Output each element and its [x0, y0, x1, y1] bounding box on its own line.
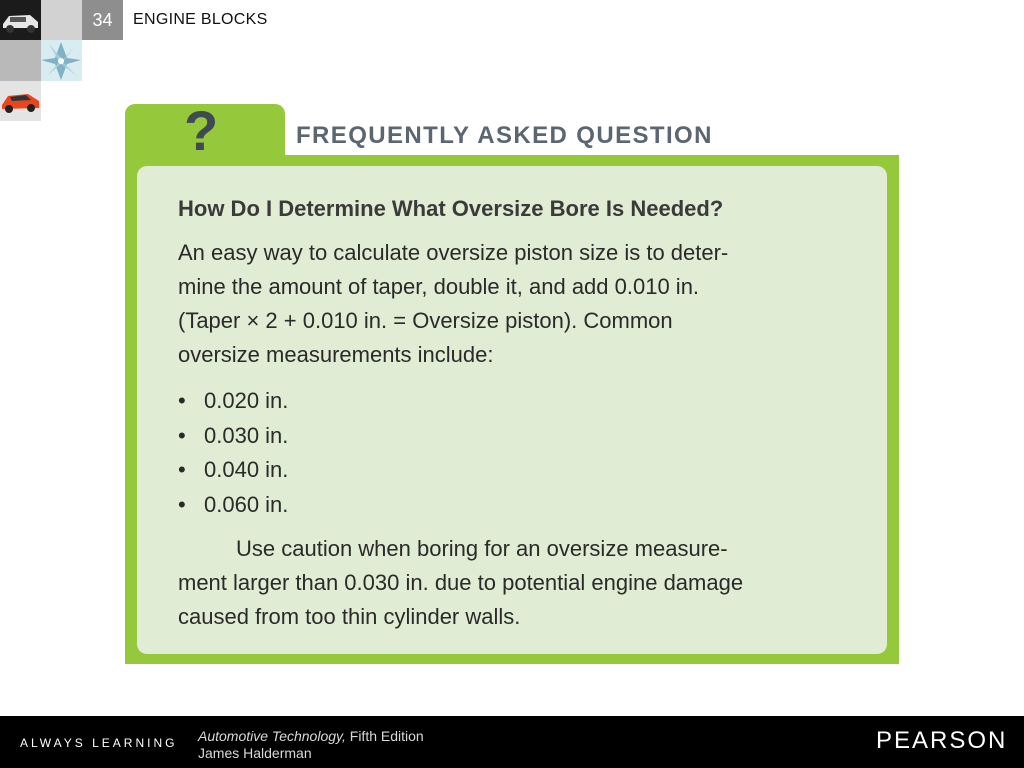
publisher-logo: PEARSON: [876, 727, 1008, 754]
book-author: James Halderman: [198, 745, 312, 761]
book-credit: [198, 728, 424, 762]
list-item: [178, 419, 868, 454]
crystal-thumbnail-icon: [41, 40, 82, 81]
list-item-text: 0.030 in.: [204, 422, 289, 448]
closing-line: Use caution when boring for an oversize measure-: [236, 536, 728, 561]
intro-line: oversize measurements include:: [178, 342, 494, 367]
bullet-icon: •: [178, 491, 186, 517]
list-item-text: 0.020 in.: [204, 388, 289, 413]
question-mark-icon: ?: [184, 99, 219, 162]
tagline: ALWAYS LEARNING: [20, 736, 178, 750]
closing-paragraph: [178, 532, 868, 634]
faq-content: [178, 196, 868, 634]
faq-question: How Do I Determine What Oversize Bore Is Needed?: [178, 196, 724, 221]
list-item: [178, 453, 868, 488]
footer-bar: [0, 716, 1024, 768]
intro-line: (Taper × 2 + 0.010 in. = Oversize piston). Common: [178, 308, 673, 333]
gray-tile-2: [0, 40, 41, 81]
bullet-icon: •: [178, 388, 186, 413]
intro-line: An easy way to calculate oversize piston size is to deter-: [178, 240, 729, 265]
sports-car-thumbnail-icon: [0, 81, 41, 121]
list-item: [178, 488, 868, 523]
list-item-text: 0.060 in.: [204, 491, 289, 517]
slide-title: ENGINE BLOCKS: [133, 11, 268, 28]
closing-line: ment larger than 0.030 in. due to potential engine damage: [178, 570, 744, 595]
closing-line: caused from too thin cylinder walls.: [178, 604, 521, 629]
book-title: Automotive Technology,: [198, 728, 346, 744]
slide-number: 34: [82, 0, 123, 40]
oversize-list: [178, 384, 868, 522]
list-item: [178, 384, 868, 419]
gray-tile: [41, 0, 82, 40]
intro-line: mine the amount of taper, double it, and add 0.010 in.: [178, 274, 700, 299]
car-thumbnail-icon: [0, 0, 41, 40]
bullet-icon: •: [178, 457, 186, 482]
list-item-text: 0.040 in.: [204, 457, 289, 482]
faq-heading: FREQUENTLY ASKED QUESTION: [296, 122, 713, 149]
bullet-icon: •: [178, 422, 186, 448]
intro-paragraph: [178, 236, 868, 372]
book-edition: Fifth Edition: [345, 728, 424, 744]
